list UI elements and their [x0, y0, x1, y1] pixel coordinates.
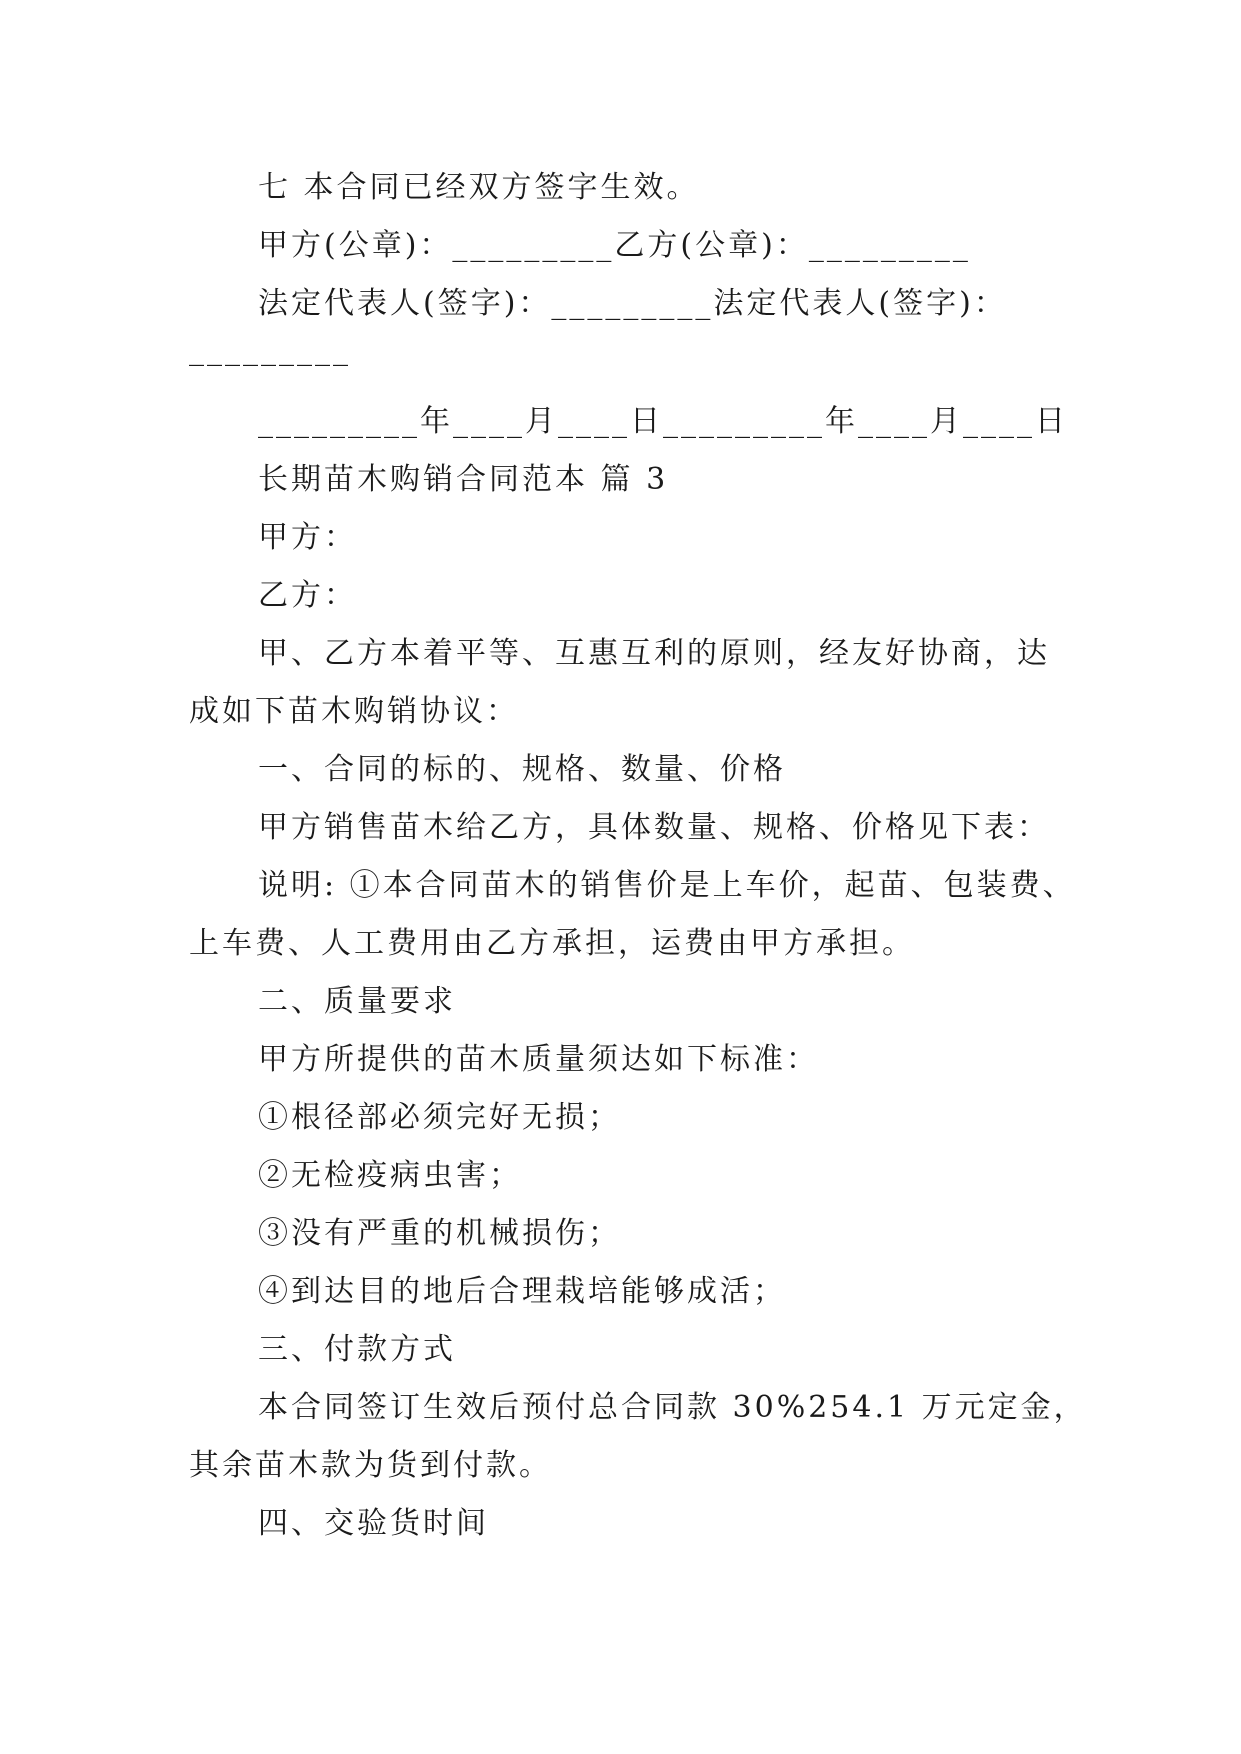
party-b: 乙方：	[258, 578, 357, 613]
quality-item-2: ②无检疫病虫害；	[258, 1158, 522, 1193]
date-line: _________年____月____日_________年____月____日	[258, 404, 1068, 439]
seal-line: 甲方(公章)：_________乙方(公章)：_________	[258, 228, 971, 263]
quality-item-1: ①根径部必须完好无损；	[258, 1100, 621, 1135]
heading-four: 四、交验货时间	[258, 1506, 489, 1541]
heading-one: 一、合同的标的、规格、数量、价格	[258, 752, 786, 787]
clause-seven: 七 本合同已经双方签字生效。	[258, 170, 700, 205]
section-title: 长期苗木购销合同范本 篇 3	[258, 462, 669, 497]
heading-two: 二、质量要求	[258, 984, 456, 1019]
quality-item-4: ④到达目的地后合理栽培能够成活；	[258, 1274, 786, 1309]
preamble-line-2: 成如下苗木购销协议：	[189, 694, 519, 729]
heading-three: 三、付款方式	[258, 1332, 456, 1367]
note-line-2: 上车费、人工费用由乙方承担，运费由甲方承担。	[189, 926, 915, 961]
representative-blank: _________	[189, 332, 351, 367]
quality-intro: 甲方所提供的苗木质量须达如下标准：	[258, 1042, 819, 1077]
sales-statement: 甲方销售苗木给乙方，具体数量、规格、价格见下表：	[258, 810, 1050, 845]
preamble-line-1: 甲、乙方本着平等、互惠互利的原则，经友好协商，达	[258, 636, 1050, 671]
quality-item-3: ③没有严重的机械损伤；	[258, 1216, 621, 1251]
payment-line-1: 本合同签订生效后预付总合同款 30%254.1 万元定金，	[258, 1390, 1087, 1425]
party-a: 甲方：	[258, 520, 357, 555]
representative-line: 法定代表人(签字)：_________法定代表人(签字)：	[258, 286, 1007, 321]
note-line-1: 说明: ①本合同苗木的销售价是上车价，起苗、包装费、	[258, 868, 1076, 903]
payment-line-2: 其余苗木款为货到付款。	[189, 1448, 552, 1483]
